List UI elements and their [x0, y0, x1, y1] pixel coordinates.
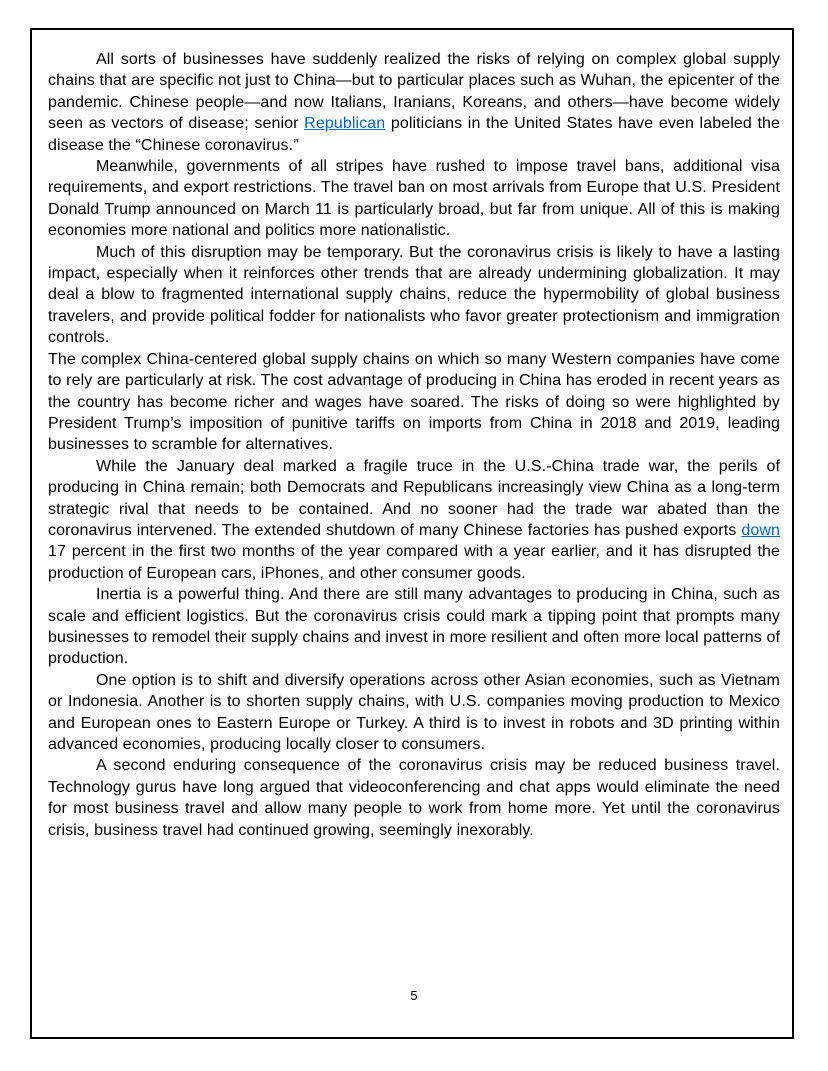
page-number: 5: [410, 988, 418, 1003]
paragraph: [48, 584, 780, 670]
paragraph: [48, 242, 780, 349]
text-run: One option is to shift and diversify operations across other Asian economies, such as Vietnam or Indonesia. Another is to shorten supply chains, with U.S. companies moving production to Mexico and European ones to Eastern Europe or Turkey. A third is to invest in robots and 3D printing within advanced economies, producing locally closer to consumers.: [48, 671, 780, 753]
text-run: Much of this disruption may be temporary. But the coronavirus crisis is likely to have a lasting impact, especially when it reinforces other trends that are already undermining globalization. It may deal a blow to fragmented international supply chains, reduce the hypermobility of global business travelers, and provide political fodder for nationalists who favor greater protectionism and immigration controls.: [48, 243, 780, 347]
hyperlink[interactable]: down: [741, 521, 780, 539]
paragraph: [48, 49, 780, 156]
text-run: 17 percent in the first two months of the year compared with a year earlier, and it has disrupted the production of European cars, iPhones, and other consumer goods.: [48, 543, 780, 582]
hyperlink[interactable]: Republican: [304, 115, 386, 133]
text-run: Meanwhile, governments of all stripes have rushed to impose travel bans, additional visa requirements, and export restrictions. The travel ban on most arrivals from Europe that U.S. President Donald Trump announced on March 11 is particularly broad, but far from unique. All of this is making economies more national and politics more nationalistic.: [48, 158, 780, 240]
text-run: politicians in the United States have even labeled the disease the “Chinese coronavirus.”: [48, 115, 780, 154]
paragraph: [48, 755, 780, 841]
document-body: [48, 49, 780, 841]
paragraph: [48, 156, 780, 242]
text-run: The complex China-centered global supply chains on which so many Western companies have come to rely are particularly at risk. The cost advantage of producing in China has eroded in recent years as the country has become richer and wages have soared. The risks of doing so were highlighted by President Trump’s imposition of punitive tariffs on imports from China in 2018 and 2019, leading businesses to scramble for alternatives.: [48, 350, 780, 454]
paragraph: [48, 670, 780, 756]
text-run: Inertia is a powerful thing. And there are still many advantages to producing in China, such as scale and efficient logistics. But the coronavirus crisis could mark a tipping point that prompts many businesses to remodel their supply chains and invest in more resilient and often more local patterns of production.: [48, 586, 780, 668]
paragraph: [48, 456, 780, 584]
text-run: While the January deal marked a fragile truce in the U.S.-China trade war, the perils of producing in China remain; both Democrats and Republicans increasingly view China as a long-term strategic rival that needs to be contained. And no sooner had the trade war abated than the coronavirus intervened. The extended shutdown of many Chinese factories has pushed exports: [48, 457, 780, 539]
text-run: A second enduring consequence of the coronavirus crisis may be reduced business travel. Technology gurus have long argued that videoconferencing and chat apps would eliminate the need for most business travel and allow many people to work from home more. Yet until the coronavirus crisis, business travel had continued growing, seemingly inexorably.: [48, 757, 780, 839]
text-run: All sorts of businesses have suddenly realized the risks of relying on complex global supply chains that are specific not just to China—but to particular places such as Wuhan, the epicenter of the pandemic. Chinese people—and now Italians, Iranians, Koreans, and others—have become widely seen as vectors of disease; senior: [48, 51, 780, 133]
paragraph: [48, 349, 780, 456]
